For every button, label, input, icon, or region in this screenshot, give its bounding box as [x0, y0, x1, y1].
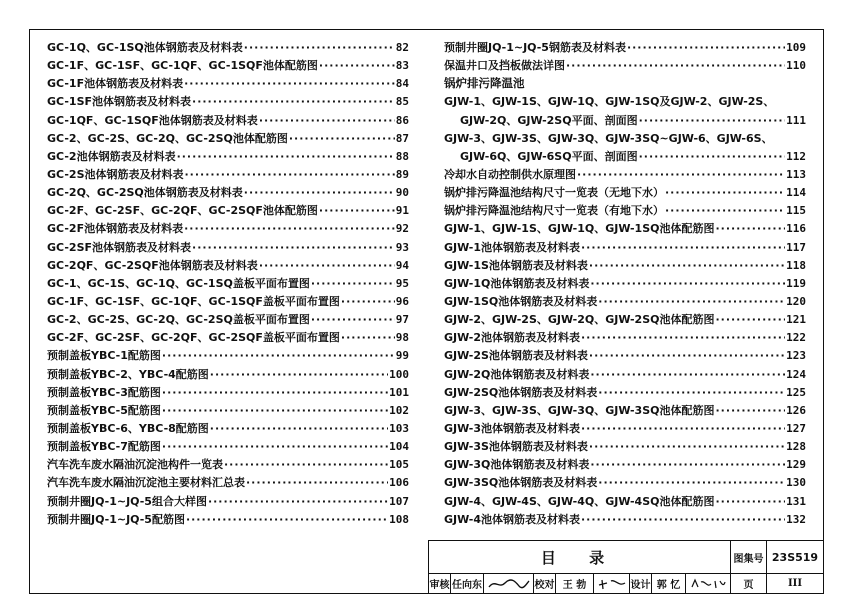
toc-entry-title: GC-2S池体钢筋表及材料表 — [47, 167, 184, 181]
toc-entry-page: 118 — [786, 258, 806, 272]
toc-entry-title: GC-2F池体钢筋表及材料表 — [47, 222, 184, 236]
toc-entry-page: 82 — [395, 41, 409, 54]
toc-entry — [444, 220, 806, 238]
toc-entry-title: GC-2F、GC-2SF、GC-2QF、GC-2SQF池体配筋图 — [47, 204, 318, 218]
toc-leader-dots — [259, 114, 395, 127]
toc-entry-page: 126 — [786, 403, 806, 417]
toc-entry-title: GJW-1S池体钢筋表及材料表 — [444, 258, 588, 272]
toc-entry-page: 108 — [389, 512, 409, 526]
toc-entry — [47, 293, 409, 311]
toc-leader-dots — [192, 95, 395, 108]
toc-entry-page: 117 — [786, 240, 806, 254]
toc-entry-title: GJW-3、GJW-3S、GJW-3Q、GJW-3SQ~GJW-6、GJW-6S、 — [444, 131, 773, 145]
toc-entry — [47, 366, 409, 384]
toc-entry-title: 锅炉排污降温池 — [444, 76, 525, 91]
toc-entry-title: GC-2池体钢筋表及材料表 — [47, 149, 176, 163]
toc-leader-dots — [246, 476, 388, 489]
toc-leader-dots — [589, 440, 785, 453]
toc-entry — [47, 347, 409, 365]
toc-entry-page: 100 — [389, 367, 409, 381]
toc-entry — [47, 130, 409, 148]
toc-entry-page: 112 — [786, 149, 806, 163]
toc-entry-title: GJW-4、GJW-4S、GJW-4Q、GJW-4SQ池体配筋图 — [444, 494, 715, 508]
toc-entry — [47, 384, 409, 402]
toc-entry — [444, 166, 806, 184]
toc-entry-title: GC-1F、GC-1SF、GC-1QF、GC-1SQF盖板平面布置图 — [47, 294, 340, 308]
toc-entry — [47, 184, 409, 202]
toc-entry-page: 132 — [786, 512, 806, 526]
reviewer-signature — [484, 574, 534, 594]
toc-entry-page: 111 — [786, 113, 806, 127]
toc-entry — [444, 420, 806, 438]
toc-leader-dots — [185, 168, 395, 181]
toc-entry — [444, 130, 806, 148]
toc-entry-page: 122 — [786, 331, 806, 345]
toc-entry-page: 121 — [786, 313, 806, 327]
toc-entry — [444, 112, 806, 130]
toc-leader-dots — [208, 495, 388, 508]
toc-entry-title: 预制井圈JQ-1~JQ-5钢筋表及材料表 — [444, 41, 626, 54]
toc-entry-page: 93 — [395, 240, 409, 254]
toc-entry-title: 预制井圈JQ-1~JQ-5组合大样图 — [47, 494, 207, 508]
toc-leader-dots — [184, 222, 395, 235]
toc-entry-title: GJW-4池体钢筋表及材料表 — [444, 512, 580, 526]
toc-entry-page: 128 — [786, 440, 806, 454]
toc-entry — [47, 311, 409, 329]
toc-leader-dots — [319, 59, 395, 72]
toc-entry-page: 88 — [395, 149, 409, 163]
toc-entry — [444, 293, 806, 311]
toc-entry-title: GJW-2Q、GJW-2SQ平面、剖面图 — [460, 113, 638, 127]
toc-entry-title: GC-2QF、GC-2SQF池体钢筋表及材料表 — [47, 258, 258, 272]
toc-leader-dots — [192, 241, 395, 254]
toc-entry — [444, 184, 806, 202]
toc-entry — [444, 384, 806, 402]
toc-entry-title: 预制盖板YBC-3配筋图 — [47, 385, 161, 399]
toc-entry — [444, 311, 806, 329]
toc-entry-title: 预制井圈JQ-1~JQ-5配筋图 — [47, 512, 185, 526]
toc-entry-title: GJW-3Q池体钢筋表及材料表 — [444, 458, 590, 472]
toc-leader-dots — [590, 368, 785, 381]
checker-name: 王 勃 — [556, 574, 594, 594]
toc-entry-page: 96 — [395, 294, 409, 308]
toc-entry-page: 113 — [786, 167, 806, 181]
toc-entry-title: GC-1、GC-1S、GC-1Q、GC-1SQ盖板平面布置图 — [47, 276, 310, 290]
toc-entry — [47, 420, 409, 438]
toc-leader-dots — [341, 331, 395, 344]
toc-entry — [47, 220, 409, 238]
toc-entry-title: GJW-3SQ池体钢筋表及材料表 — [444, 476, 598, 490]
toc-entry-title: GC-2、GC-2S、GC-2Q、GC-2SQ池体配筋图 — [47, 131, 288, 145]
check-label: 校对 — [534, 574, 556, 594]
toc-entry — [47, 438, 409, 456]
toc-entry-page: 130 — [786, 476, 806, 490]
toc-leader-dots — [715, 222, 785, 235]
toc-entry-title: GJW-2池体钢筋表及材料表 — [444, 331, 580, 345]
toc-entry-title: GJW-3池体钢筋表及材料表 — [444, 421, 580, 435]
toc-entry-title: GC-1Q、GC-1SQ池体钢筋表及材料表 — [47, 41, 243, 54]
toc-entry — [444, 493, 806, 511]
toc-entry — [47, 39, 409, 57]
review-label: 审核 — [429, 574, 451, 594]
toc-entry-page: 101 — [389, 385, 409, 399]
toc-entry — [47, 511, 409, 529]
toc-leader-dots — [715, 313, 785, 326]
toc-entry — [444, 57, 806, 75]
toc-entry-title: GJW-3、GJW-3S、GJW-3Q、GJW-3SQ池体配筋图 — [444, 403, 715, 417]
toc-leader-dots — [581, 513, 785, 526]
toc-entry — [444, 202, 806, 220]
toc-leader-dots — [244, 186, 395, 199]
toc-entry-page: 131 — [786, 494, 806, 508]
toc-entry-title: GJW-3S池体钢筋表及材料表 — [444, 440, 588, 454]
toc-leader-dots — [665, 204, 785, 217]
toc-entry — [47, 275, 409, 293]
toc-leader-dots — [210, 422, 388, 435]
toc-section-heading — [444, 75, 806, 93]
toc-entry-page: 115 — [786, 204, 806, 218]
toc-entry-page: 127 — [786, 421, 806, 435]
toc-entry-page: 119 — [786, 276, 806, 290]
toc-entry — [47, 493, 409, 511]
toc-leader-dots — [186, 513, 388, 526]
toc-entry — [444, 93, 806, 111]
toc-entry-page: 102 — [389, 403, 409, 417]
toc-left-column — [47, 39, 409, 529]
toc-leader-dots — [627, 41, 785, 54]
toc-leader-dots — [244, 41, 395, 54]
toc-entry-title: GJW-2、GJW-2S、GJW-2Q、GJW-2SQ池体配筋图 — [444, 313, 715, 327]
toc-entry-page: 124 — [786, 367, 806, 381]
toc-leader-dots — [715, 495, 785, 508]
toc-leader-dots — [184, 77, 395, 90]
toc-entry-title: GJW-1、GJW-1S、GJW-1Q、GJW-1SQ及GJW-2、GJW-2S、 — [444, 95, 775, 109]
atlas-number: 23S519 — [767, 541, 824, 574]
toc-entry-title: 汽车洗车废水隔油沉淀池构件一览表 — [47, 458, 223, 472]
toc-entry-page: 87 — [395, 131, 409, 145]
toc-entry-title: GC-1SF池体钢筋表及材料表 — [47, 95, 192, 109]
toc-leader-dots — [319, 204, 395, 217]
toc-entry-page: 123 — [786, 349, 806, 363]
toc-leader-dots — [577, 168, 785, 181]
designer-name: 郭 忆 — [652, 574, 686, 594]
toc-leader-dots — [162, 349, 395, 362]
toc-entry-page: 110 — [786, 59, 806, 73]
toc-leader-dots — [598, 386, 785, 399]
toc-entry-page: 94 — [395, 258, 409, 272]
toc-entry — [47, 329, 409, 347]
toc-entry-page: 89 — [395, 167, 409, 181]
title-block — [428, 540, 824, 594]
toc-entry-page: 84 — [395, 77, 409, 91]
toc-entry — [444, 347, 806, 365]
toc-leader-dots — [665, 186, 785, 199]
toc-entry-page: 85 — [395, 95, 409, 109]
toc-entry-title: 预制盖板YBC-6、YBC-8配筋图 — [47, 421, 209, 435]
toc-entry — [47, 257, 409, 275]
toc-entry-title: 冷却水自动控制供水原理图 — [444, 167, 576, 181]
toc-entry — [47, 75, 409, 93]
toc-leader-dots — [177, 150, 395, 163]
page-label: 页 — [731, 574, 767, 594]
toc-entry — [444, 511, 806, 529]
toc-entry-title: 锅炉排污降温池结构尺寸一览表（有地下水） — [444, 204, 664, 218]
toc-entry — [47, 166, 409, 184]
toc-entry-page: 98 — [395, 331, 409, 345]
toc-entry — [47, 456, 409, 474]
toc-entry-page: 90 — [395, 186, 409, 200]
designer-signature — [686, 574, 731, 594]
toc-entry — [444, 474, 806, 492]
toc-entry-title: GJW-1池体钢筋表及材料表 — [444, 240, 580, 254]
toc-entry-page: 97 — [395, 313, 409, 327]
toc-entry-title: 预制盖板YBC-7配筋图 — [47, 440, 161, 454]
toc-entry-title: GJW-1、GJW-1S、GJW-1Q、GJW-1SQ池体配筋图 — [444, 222, 715, 236]
toc-leader-dots — [162, 440, 388, 453]
toc-entry-page: 86 — [395, 113, 409, 127]
toc-leader-dots — [581, 241, 785, 254]
toc-entry-title: 锅炉排污降温池结构尺寸一览表（无地下水） — [444, 186, 664, 200]
toc-entry — [444, 239, 806, 257]
toc-entry-page: 107 — [389, 494, 409, 508]
toc-entry-page: 92 — [395, 222, 409, 236]
toc-entry — [444, 39, 806, 57]
toc-entry-page: 103 — [389, 421, 409, 435]
toc-entry-page: 91 — [395, 204, 409, 218]
toc-leader-dots — [639, 150, 786, 163]
toc-entry — [444, 402, 806, 420]
toc-entry-page: 105 — [389, 458, 409, 472]
toc-leader-dots — [639, 114, 786, 127]
toc-entry — [444, 148, 806, 166]
toc-entry-title: GC-2、GC-2S、GC-2Q、GC-2SQ盖板平面布置图 — [47, 313, 310, 327]
toc-entry — [47, 474, 409, 492]
toc-entry — [47, 402, 409, 420]
toc-entry-page: 114 — [786, 186, 806, 200]
toc-leader-dots — [224, 458, 388, 471]
toc-entry — [444, 438, 806, 456]
toc-entry-title: 预制盖板YBC-5配筋图 — [47, 403, 161, 417]
toc-entry-title: GJW-6Q、GJW-6SQ平面、剖面图 — [460, 149, 638, 163]
toc-entry-title: 保温井口及挡板做法详图 — [444, 59, 565, 73]
toc-leader-dots — [715, 404, 785, 417]
toc-leader-dots — [589, 259, 785, 272]
checker-signature — [594, 574, 630, 594]
toc-leader-dots — [590, 277, 785, 290]
toc-entry — [47, 93, 409, 111]
toc-leader-dots — [581, 331, 785, 344]
toc-entry — [444, 329, 806, 347]
toc-entry-title: 汽车洗车废水隔油沉淀池主要材料汇总表 — [47, 476, 245, 490]
toc-entry-page: 99 — [395, 349, 409, 363]
toc-right-column — [444, 39, 806, 529]
toc-entry — [444, 366, 806, 384]
toc-entry-page: 83 — [395, 59, 409, 73]
toc-leader-dots — [259, 259, 395, 272]
toc-leader-dots — [566, 59, 785, 72]
toc-entry-title: GJW-2SQ池体钢筋表及材料表 — [444, 385, 598, 399]
toc-entry — [47, 112, 409, 130]
toc-entry-title: GC-1QF、GC-1SQF池体钢筋表及材料表 — [47, 113, 258, 127]
toc-entry-title: GC-2F、GC-2SF、GC-2QF、GC-2SQF盖板平面布置图 — [47, 331, 340, 345]
toc-leader-dots — [162, 404, 388, 417]
toc-entry-title: 预制盖板YBC-2、YBC-4配筋图 — [47, 367, 209, 381]
toc-entry — [444, 456, 806, 474]
toc-leader-dots — [311, 313, 395, 326]
atlas-label: 图集号 — [731, 541, 767, 574]
toc-leader-dots — [598, 295, 785, 308]
toc-entry-title: GJW-1SQ池体钢筋表及材料表 — [444, 294, 598, 308]
toc-entry-title: GC-1F池体钢筋表及材料表 — [47, 77, 184, 91]
toc-entry-page: 104 — [389, 440, 409, 454]
toc-leader-dots — [590, 458, 785, 471]
toc-leader-dots — [589, 349, 785, 362]
toc-leader-dots — [289, 132, 395, 145]
toc-entry-title: GC-2Q、GC-2SQ池体钢筋表及材料表 — [47, 186, 243, 200]
toc-entry-page: 125 — [786, 385, 806, 399]
toc-leader-dots — [598, 476, 785, 489]
design-label: 设计 — [630, 574, 652, 594]
toc-entry-page: 109 — [786, 41, 806, 54]
page-number: III — [767, 574, 824, 594]
toc-entry-page: 116 — [786, 222, 806, 236]
toc-entry — [47, 239, 409, 257]
toc-leader-dots — [210, 368, 388, 381]
toc-entry-title: GC-1F、GC-1SF、GC-1QF、GC-1SQF池体配筋图 — [47, 59, 318, 73]
toc-entry-title: GJW-2Q池体钢筋表及材料表 — [444, 367, 590, 381]
toc-entry — [444, 275, 806, 293]
toc-entry-title: GC-2SF池体钢筋表及材料表 — [47, 240, 192, 254]
toc-entry-title: GJW-1Q池体钢筋表及材料表 — [444, 276, 590, 290]
toc-entry-page: 106 — [389, 476, 409, 490]
toc-entry — [47, 57, 409, 75]
toc-entry-title: 预制盖板YBC-1配筋图 — [47, 349, 161, 363]
toc-entry — [47, 202, 409, 220]
toc-entry — [444, 257, 806, 275]
toc-leader-dots — [341, 295, 395, 308]
toc-entry-page: 95 — [395, 276, 409, 290]
toc-entry-title: GJW-2S池体钢筋表及材料表 — [444, 349, 588, 363]
toc-leader-dots — [162, 386, 388, 399]
toc-entry-page: 129 — [786, 458, 806, 472]
toc-entry — [47, 148, 409, 166]
title-block-title: 目 录 — [429, 541, 731, 574]
reviewer-name: 任向东 — [451, 574, 484, 594]
toc-entry-page: 120 — [786, 294, 806, 308]
toc-leader-dots — [581, 422, 785, 435]
toc-leader-dots — [311, 277, 395, 290]
